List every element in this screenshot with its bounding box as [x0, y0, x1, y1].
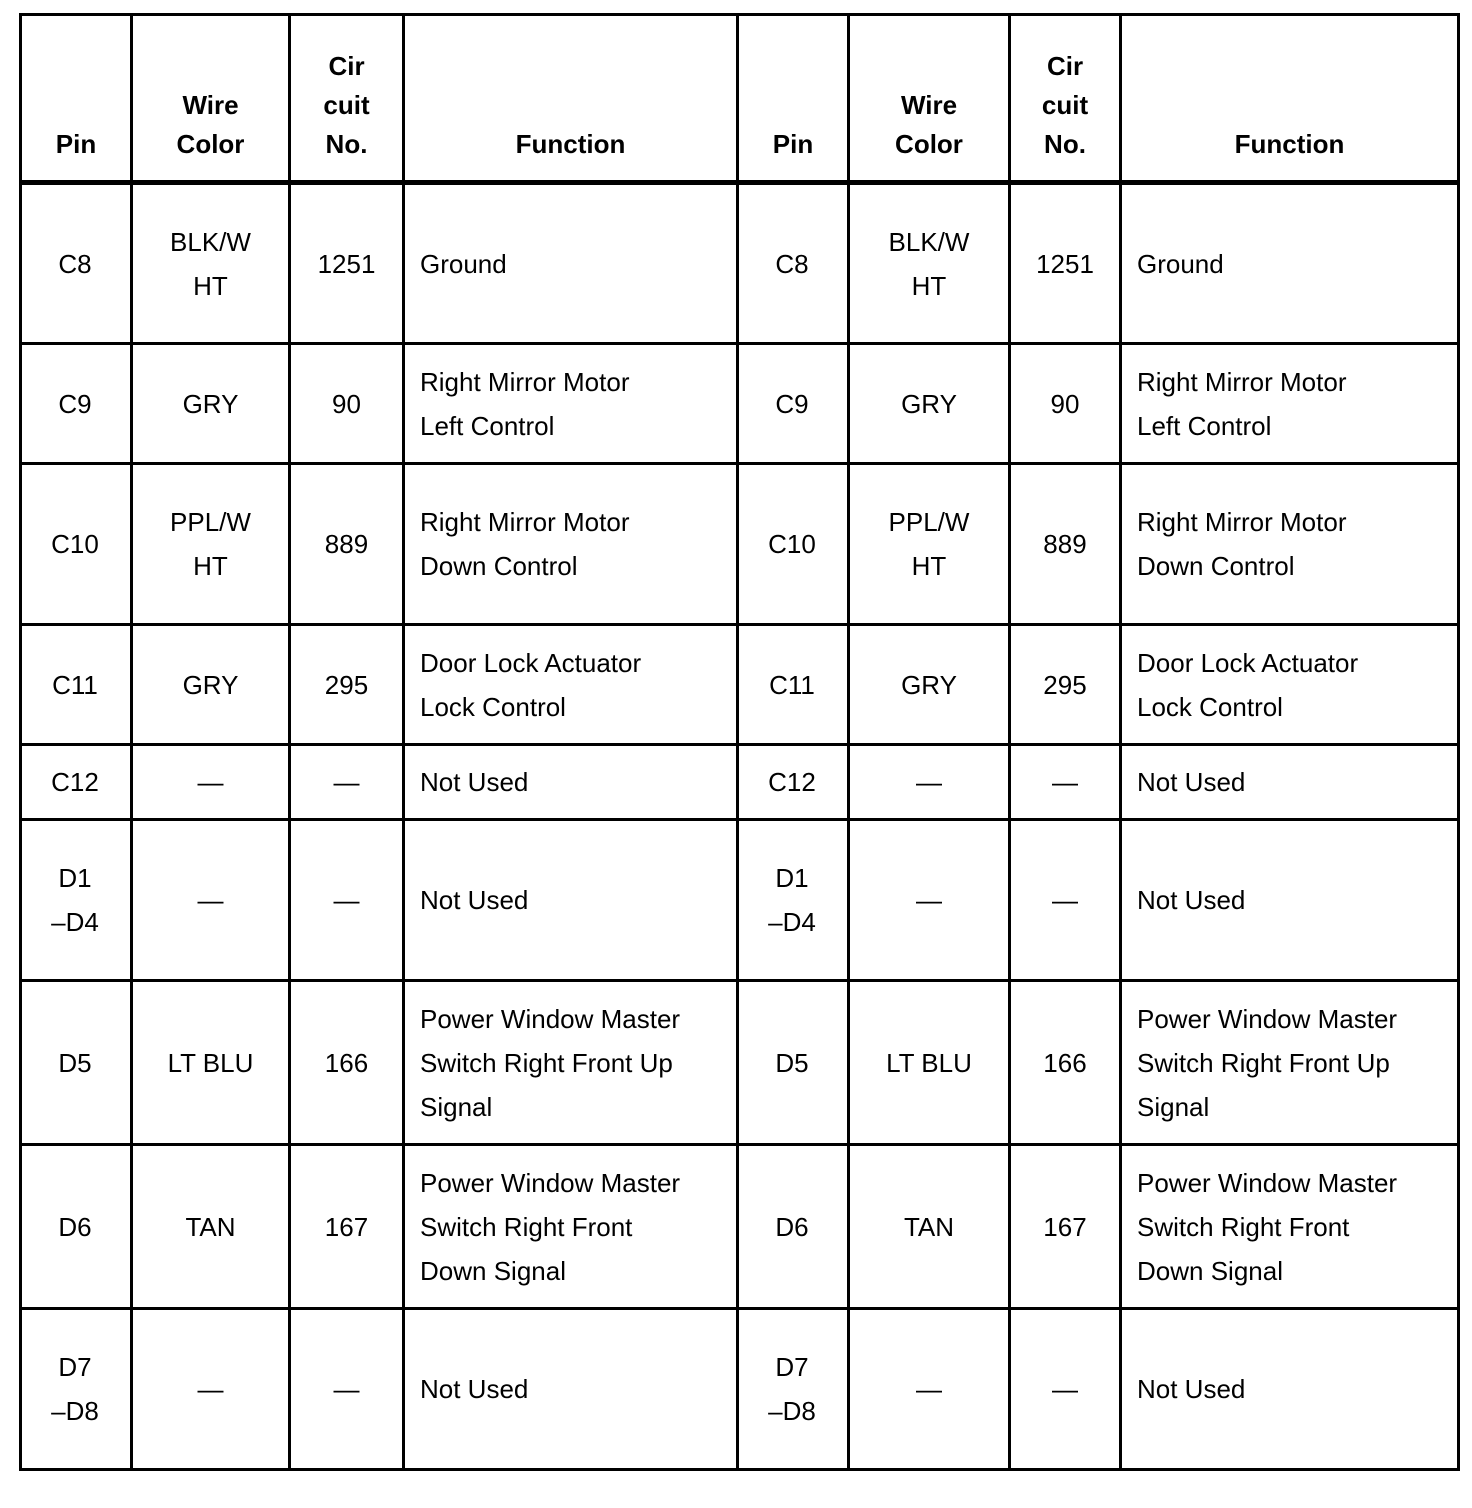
- function-cell: Not Used: [404, 745, 738, 820]
- pin-cell: C12: [738, 745, 849, 820]
- wire-color-cell: TAN: [132, 1145, 290, 1309]
- wire-color-cell: —: [132, 1309, 290, 1470]
- wire-color-cell: LT BLU: [849, 981, 1010, 1145]
- pin-cell: C10: [21, 464, 132, 625]
- circuit-no-cell: 167: [290, 1145, 404, 1309]
- pin-cell: D1 –D4: [738, 820, 849, 981]
- circuit-no-cell: 166: [1010, 981, 1121, 1145]
- pin-cell: D5: [738, 981, 849, 1145]
- pin-cell: D7 –D8: [738, 1309, 849, 1470]
- function-cell: Ground: [1121, 183, 1459, 344]
- circuit-no-cell: 889: [1010, 464, 1121, 625]
- circuit-no-cell: 167: [1010, 1145, 1121, 1309]
- circuit-no-cell: —: [1010, 745, 1121, 820]
- circuit-no-cell: —: [1010, 1309, 1121, 1470]
- pin-cell: C10: [738, 464, 849, 625]
- pin-cell: D6: [21, 1145, 132, 1309]
- header-circuit-no: Cir cuit No.: [290, 15, 404, 183]
- function-cell: Not Used: [404, 1309, 738, 1470]
- pin-cell: C11: [738, 625, 849, 745]
- wire-color-cell: GRY: [849, 344, 1010, 464]
- circuit-no-cell: 90: [1010, 344, 1121, 464]
- function-cell: Not Used: [1121, 820, 1459, 981]
- table-row: [21, 820, 1459, 981]
- pin-cell: D1 –D4: [21, 820, 132, 981]
- table-row: [21, 981, 1459, 1145]
- wire-color-cell: —: [132, 745, 290, 820]
- function-cell: Power Window Master Switch Right Front Up Signal: [1121, 981, 1459, 1145]
- table-row: [21, 1309, 1459, 1470]
- pin-cell: D7 –D8: [21, 1309, 132, 1470]
- wire-color-cell: BLK/W HT: [132, 183, 290, 344]
- pin-cell: C12: [21, 745, 132, 820]
- function-cell: Not Used: [1121, 1309, 1459, 1470]
- function-cell: Not Used: [404, 820, 738, 981]
- wire-color-cell: PPL/W HT: [132, 464, 290, 625]
- circuit-no-cell: —: [290, 1309, 404, 1470]
- circuit-no-cell: —: [1010, 820, 1121, 981]
- pin-table: [19, 13, 1460, 1471]
- wire-color-cell: GRY: [132, 625, 290, 745]
- table-row: [21, 625, 1459, 745]
- function-cell: Not Used: [1121, 745, 1459, 820]
- wire-color-cell: —: [849, 820, 1010, 981]
- wire-color-cell: BLK/W HT: [849, 183, 1010, 344]
- function-cell: Right Mirror Motor Left Control: [1121, 344, 1459, 464]
- header-pin: Pin: [21, 15, 132, 183]
- header-function: Function: [1121, 15, 1459, 183]
- function-cell: Right Mirror Motor Down Control: [1121, 464, 1459, 625]
- circuit-no-cell: 90: [290, 344, 404, 464]
- wire-color-cell: TAN: [849, 1145, 1010, 1309]
- function-cell: Door Lock Actuator Lock Control: [1121, 625, 1459, 745]
- wire-color-cell: —: [849, 745, 1010, 820]
- function-cell: Power Window Master Switch Right Front Down Signal: [404, 1145, 738, 1309]
- header-wire-color: Wire Color: [132, 15, 290, 183]
- wire-color-cell: GRY: [132, 344, 290, 464]
- wire-color-cell: —: [132, 820, 290, 981]
- header-function: Function: [404, 15, 738, 183]
- circuit-no-cell: 889: [290, 464, 404, 625]
- header-pin: Pin: [738, 15, 849, 183]
- function-cell: Ground: [404, 183, 738, 344]
- header-circuit-no: Cir cuit No.: [1010, 15, 1121, 183]
- circuit-no-cell: —: [290, 745, 404, 820]
- function-cell: Right Mirror Motor Left Control: [404, 344, 738, 464]
- wire-color-cell: LT BLU: [132, 981, 290, 1145]
- header-wire-color: Wire Color: [849, 15, 1010, 183]
- header-row: [21, 15, 1459, 183]
- function-cell: Power Window Master Switch Right Front Down Signal: [1121, 1145, 1459, 1309]
- wire-color-cell: GRY: [849, 625, 1010, 745]
- wire-color-cell: PPL/W HT: [849, 464, 1010, 625]
- pin-cell: C11: [21, 625, 132, 745]
- function-cell: Right Mirror Motor Down Control: [404, 464, 738, 625]
- function-cell: Power Window Master Switch Right Front Up Signal: [404, 981, 738, 1145]
- circuit-no-cell: 1251: [290, 183, 404, 344]
- function-cell: Door Lock Actuator Lock Control: [404, 625, 738, 745]
- table-row: [21, 464, 1459, 625]
- pin-cell: C9: [738, 344, 849, 464]
- circuit-no-cell: 295: [290, 625, 404, 745]
- pin-cell: C9: [21, 344, 132, 464]
- table-row: [21, 745, 1459, 820]
- pin-cell: C8: [21, 183, 132, 344]
- pin-cell: C8: [738, 183, 849, 344]
- pin-cell: D6: [738, 1145, 849, 1309]
- table-row: [21, 344, 1459, 464]
- pin-cell: D5: [21, 981, 132, 1145]
- circuit-no-cell: 1251: [1010, 183, 1121, 344]
- circuit-no-cell: —: [290, 820, 404, 981]
- circuit-no-cell: 295: [1010, 625, 1121, 745]
- wire-color-cell: —: [849, 1309, 1010, 1470]
- circuit-no-cell: 166: [290, 981, 404, 1145]
- table-row: [21, 183, 1459, 344]
- table-row: [21, 1145, 1459, 1309]
